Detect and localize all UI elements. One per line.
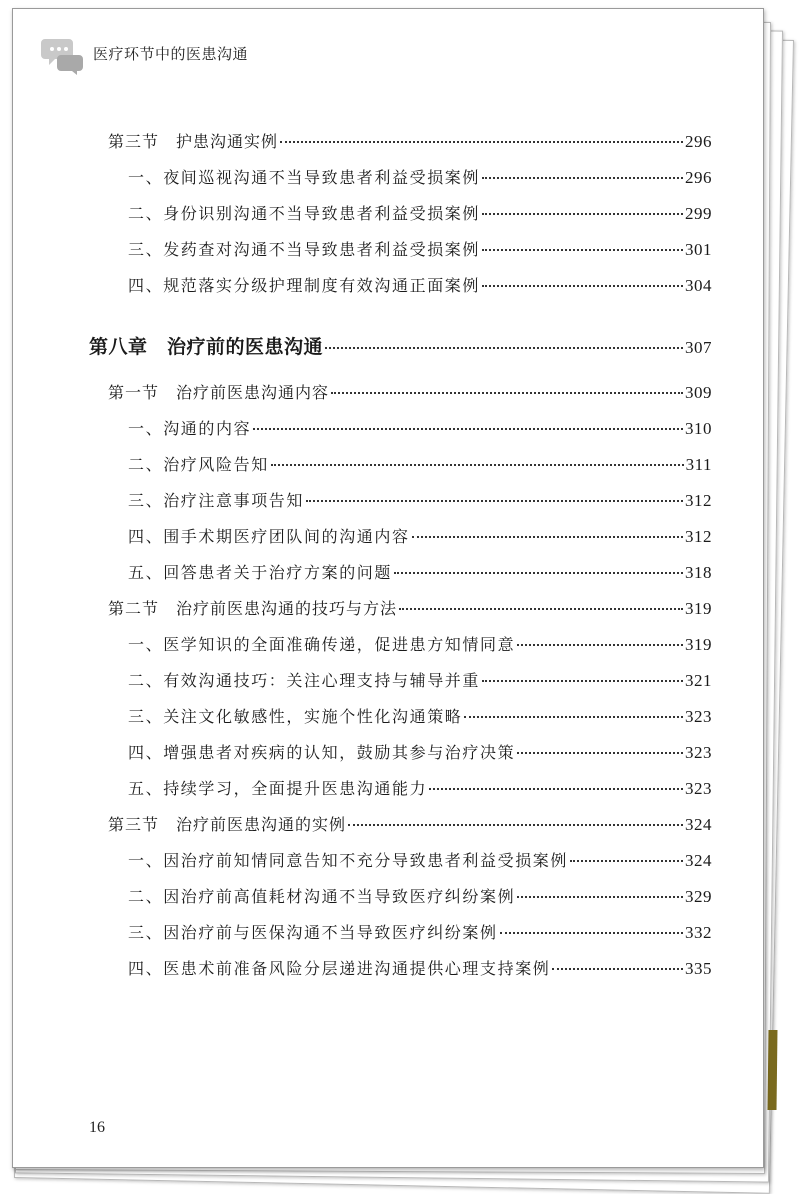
toc-item	[128, 884, 712, 908]
speech-bubbles-icon	[41, 35, 85, 75]
dot-leader	[253, 428, 683, 430]
toc-entry-title: 二、治疗风险告知	[128, 455, 269, 474]
toc-entry-title: 三、关注文化敏感性，实施个性化沟通策略	[128, 707, 463, 726]
toc-section	[108, 380, 712, 404]
running-header-title: 医疗环节中的医患沟通	[93, 44, 249, 63]
toc-item	[128, 920, 712, 944]
toc-item	[128, 201, 712, 225]
toc-page-number: 296	[685, 132, 712, 151]
toc-item	[128, 668, 712, 692]
toc-entry-title: 二、身份识别沟通不当导致患者利益受损案例	[128, 204, 481, 223]
toc-entry-title: 第八章 治疗前的医患沟通	[89, 336, 324, 358]
toc-entry-title: 一、夜间巡视沟通不当导致患者利益受损案例	[128, 168, 481, 187]
toc-item	[128, 273, 712, 297]
toc-section	[108, 129, 712, 153]
toc-page-number: 321	[685, 671, 712, 690]
toc-page-number: 323	[685, 779, 712, 798]
toc-item	[128, 632, 712, 656]
toc-chapter	[89, 332, 712, 356]
dot-leader	[331, 392, 683, 394]
dot-leader	[325, 347, 683, 349]
toc-item	[128, 776, 712, 800]
running-header	[41, 33, 248, 77]
toc-item	[128, 740, 712, 764]
toc-item	[128, 165, 712, 189]
page-number: 16	[89, 1119, 105, 1136]
toc-entry-title: 第三节 治疗前医患沟通的实例	[108, 815, 347, 834]
toc-entry-title: 五、回答患者关于治疗方案的问题	[128, 563, 393, 582]
toc-page-number: 311	[685, 455, 712, 474]
toc-entry-title: 一、沟通的内容	[128, 419, 252, 438]
toc-page-number: 335	[685, 959, 712, 978]
toc-entry-title: 一、因治疗前知情同意告知不充分导致患者利益受损案例	[128, 851, 569, 870]
toc-page-number: 312	[685, 491, 712, 510]
toc-entry-title: 二、有效沟通技巧：关注心理支持与辅导并重	[128, 671, 481, 690]
toc-page-number: 319	[685, 599, 712, 618]
toc-page-number: 329	[685, 887, 712, 906]
toc-entry-title: 第一节 治疗前医患沟通内容	[108, 383, 330, 402]
toc-entry-title: 三、因治疗前与医保沟通不当导致医疗纠纷案例	[128, 923, 498, 942]
toc-item	[128, 488, 712, 512]
toc-item	[128, 704, 712, 728]
dot-leader	[399, 608, 683, 610]
dot-leader	[429, 788, 683, 790]
toc-entry-title: 第三节 护患沟通实例	[108, 132, 279, 151]
toc-page-number: 323	[685, 743, 712, 762]
dot-leader	[482, 680, 683, 682]
toc-page-number: 309	[685, 383, 712, 402]
dot-leader	[271, 464, 684, 466]
toc-page-number: 332	[685, 923, 712, 942]
dot-leader	[306, 500, 683, 502]
toc-entry-title: 三、发药查对沟通不当导致患者利益受损案例	[128, 240, 481, 259]
dot-leader	[348, 824, 683, 826]
dot-leader	[464, 716, 683, 718]
toc-item	[128, 237, 712, 261]
toc-page-number: 318	[685, 563, 712, 582]
toc-entry-title: 四、围手术期医疗团队间的沟通内容	[128, 527, 410, 546]
toc-entry-title: 第二节 治疗前医患沟通的技巧与方法	[108, 599, 398, 618]
toc-entry-title: 四、规范落实分级护理制度有效沟通正面案例	[128, 276, 481, 295]
toc-entry-title: 五、持续学习，全面提升医患沟通能力	[128, 779, 428, 798]
dot-leader	[500, 932, 683, 934]
toc-page-number: 296	[685, 168, 712, 187]
toc-entry-title: 二、因治疗前高值耗材沟通不当导致医疗纠纷案例	[128, 887, 516, 906]
toc-page-number: 324	[685, 851, 712, 870]
dot-leader	[280, 141, 683, 143]
dot-leader	[482, 285, 683, 287]
toc-page-number: 304	[685, 276, 712, 295]
dot-leader	[517, 896, 683, 898]
toc-page-number: 310	[685, 419, 712, 438]
toc-item	[128, 452, 712, 476]
toc-section	[108, 596, 712, 620]
toc-page-number: 319	[685, 635, 712, 654]
toc-page-number: 312	[685, 527, 712, 546]
toc-item	[128, 956, 712, 980]
cover-edge-accent	[768, 1030, 778, 1110]
dot-leader	[482, 213, 683, 215]
toc-page-number: 307	[685, 338, 712, 357]
dot-leader	[412, 536, 683, 538]
toc-entry-title: 四、增强患者对疾病的认知，鼓励其参与治疗决策	[128, 743, 516, 762]
dot-leader	[517, 752, 683, 754]
dot-leader	[394, 572, 683, 574]
dot-leader	[552, 968, 683, 970]
toc-page-number: 323	[685, 707, 712, 726]
dot-leader	[517, 644, 683, 646]
book-page	[12, 8, 764, 1168]
toc-page-number: 301	[685, 240, 712, 259]
toc-item	[128, 848, 712, 872]
toc-item	[128, 524, 712, 548]
toc-entry-title: 四、医患术前准备风险分层递进沟通提供心理支持案例	[128, 959, 551, 978]
toc-entry-title: 三、治疗注意事项告知	[128, 491, 305, 510]
dot-leader	[482, 177, 683, 179]
toc-entry-title: 一、医学知识的全面准确传递，促进患方知情同意	[128, 635, 516, 654]
toc-page-number: 324	[685, 815, 712, 834]
toc-page-number: 299	[685, 204, 712, 223]
dot-leader	[570, 860, 683, 862]
toc-section	[108, 812, 712, 836]
toc-item	[128, 416, 712, 440]
dot-leader	[482, 249, 683, 251]
toc-item	[128, 560, 712, 584]
